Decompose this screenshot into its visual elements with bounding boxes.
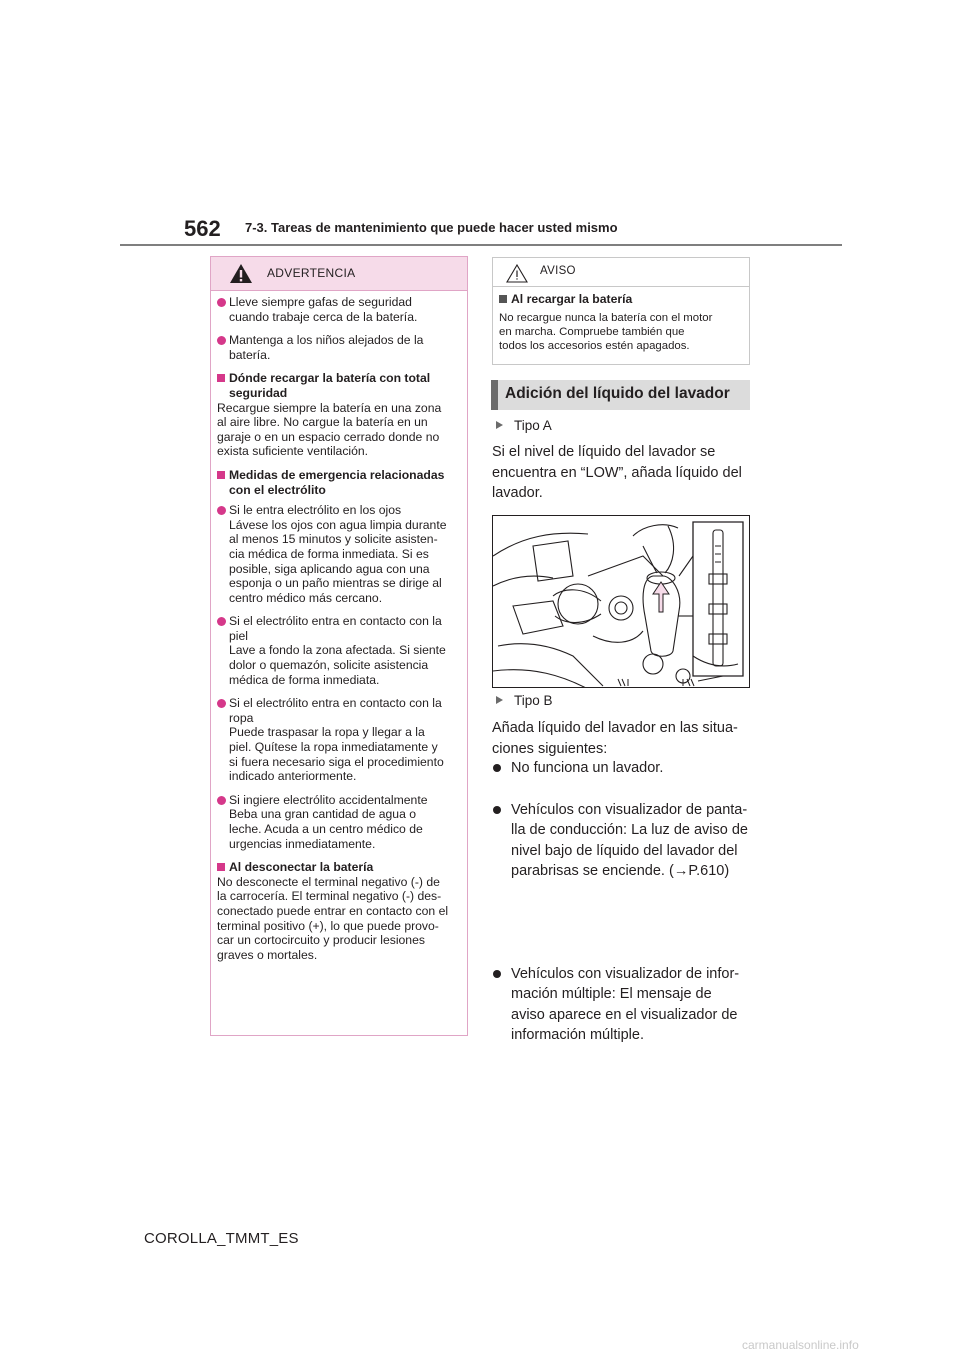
text-line: lla de conducción: La luz de aviso de <box>511 822 748 838</box>
text-line: Beba una gran cantidad de agua o <box>229 807 417 822</box>
warning-header <box>211 257 467 291</box>
text-line: Lleve siempre gafas de seguridad <box>229 295 412 309</box>
text-line: dolor o quemazón, solicite asistencia <box>229 658 429 673</box>
text-line: Añada líquido del lavador en las situa- <box>492 720 738 736</box>
text-line: urgencias inmediatamente. <box>229 836 376 851</box>
text-line: en marcha. Compruebe también que <box>499 325 685 338</box>
tipo-a-text: Tipo A <box>514 418 552 433</box>
bullet-dot-icon <box>493 970 501 978</box>
list-item <box>492 964 773 1046</box>
warning-subheading <box>217 371 461 400</box>
warning-subheading <box>217 468 461 497</box>
arrow-right-icon <box>496 421 503 429</box>
text-line: posible, siga aplicando agua con una <box>229 561 430 576</box>
notice-subheading <box>499 292 743 307</box>
square-bullet-icon <box>217 374 225 382</box>
text-line: información múltiple. <box>511 1027 644 1043</box>
tipo-a-label <box>496 418 552 433</box>
text-line: Lave a fondo la zona afectada. Si siente <box>229 643 446 658</box>
list-item <box>492 800 773 882</box>
text-line: lavador. <box>492 485 543 501</box>
warning-bullet-item <box>217 793 461 851</box>
warning-box <box>210 256 468 1036</box>
bullet-circle-icon <box>217 506 226 515</box>
text-line: cia médica de forma inmediata. Si es <box>229 546 429 561</box>
text-line: indicado anteriormente. <box>229 769 357 784</box>
text-line: si fuera necesario siga el procedimiento <box>229 754 444 769</box>
bullet-dot-icon <box>493 806 501 814</box>
section-heading <box>491 380 750 410</box>
text-line: mación múltiple: El mensaje de <box>511 986 712 1002</box>
warning-bullet-item <box>217 295 461 324</box>
text-line: terminal positivo (+), lo que puede provo- <box>217 918 439 933</box>
site-watermark: carmanualsonline.info <box>742 1338 859 1352</box>
text-line: graves o mortales. <box>217 947 318 962</box>
text-line: todos los accesorios estén apagados. <box>499 339 690 352</box>
text-line: parabrisas se enciende. (→P.610) <box>511 863 730 879</box>
notice-subheading-text: Al recargar la batería <box>511 292 633 306</box>
list-item <box>492 758 773 779</box>
text-line: con el electrólito <box>229 482 326 497</box>
text-line: al aire libre. No cargue la batería en un <box>217 415 428 430</box>
bullet-circle-icon <box>217 298 226 307</box>
text-line: Lávese los ojos con agua limpia durante <box>229 517 447 532</box>
bullet-circle-icon <box>217 699 226 708</box>
bullet-circle-icon <box>217 796 226 805</box>
text-line: Si ingiere electrólito accidentalmente <box>229 792 428 807</box>
bullet-circle-icon <box>217 336 226 345</box>
text-line: aviso aparece en el visualizador de <box>511 1006 738 1023</box>
heading-accent-bar <box>491 380 498 410</box>
warning-bullet-item <box>217 696 461 784</box>
text-line: No funciona un lavador. <box>511 760 664 776</box>
bullet-dot-icon <box>493 764 501 772</box>
notice-text <box>499 311 743 353</box>
warning-triangle-icon <box>229 263 253 284</box>
notice-box <box>492 257 750 365</box>
warning-paragraph <box>217 401 461 459</box>
text-line: No recargue nunca la batería con el motor <box>499 311 713 324</box>
text-line: Vehículos con visualizador de panta- <box>511 801 748 818</box>
section-heading-text: Adición del líquido del lavador <box>505 385 730 402</box>
text-line: Vehículos con visualizador de infor- <box>511 965 740 982</box>
bullet-circle-icon <box>217 617 226 626</box>
text-line: Medidas de emergencia relacionadas <box>229 467 445 482</box>
text-line: garaje o en un espacio cerrado donde no <box>217 429 440 444</box>
arrow-right-icon <box>496 696 503 704</box>
text-line: al menos 15 minutos y solicite asisten- <box>229 532 438 547</box>
text-line: No desconecte el terminal negativo (-) de <box>217 874 440 889</box>
text-line: exista suficiente ventilación. <box>217 444 369 459</box>
text-line: Al desconectar la batería <box>229 860 374 875</box>
manual-code-footer: COROLLA_TMMT_ES <box>144 1230 299 1247</box>
text-line: Dónde recargar la batería con total <box>229 371 431 386</box>
text-line: cuando trabaje cerca de la batería. <box>229 309 418 324</box>
washer-fluid-reservoir-illustration <box>492 515 750 688</box>
notice-body <box>499 292 743 362</box>
square-bullet-icon <box>217 863 225 871</box>
warning-body <box>217 295 461 971</box>
text-line: nivel bajo de líquido del lavador del <box>511 842 738 859</box>
warning-bullet-item <box>217 333 461 362</box>
text-line: la carrocería. El terminal negativo (-) des- <box>217 889 442 904</box>
tipo-b-label <box>496 693 553 708</box>
section-title: 7-3. Tareas de mantenimiento que puede hacer usted mismo <box>245 220 618 235</box>
header-divider <box>120 244 842 246</box>
text-line: piel <box>229 628 248 643</box>
text-line: Si el nivel de líquido del lavador se <box>492 444 716 460</box>
text-line: car un cortocircuito y producir lesiones <box>217 933 425 948</box>
text-line: esponja o un paño mientras se dirige al <box>229 576 442 591</box>
text-line: ciones siguientes: <box>492 740 608 757</box>
warning-paragraph <box>217 875 461 963</box>
text-line: leche. Acuda a un centro médico de <box>229 822 423 836</box>
text-line: batería. <box>229 347 271 362</box>
warning-bullet-item <box>217 503 461 605</box>
text-line: Recargue siempre la batería en una zona <box>217 400 442 415</box>
engine-bay-drawing <box>493 516 750 688</box>
square-bullet-icon <box>499 295 507 303</box>
tipo-a-paragraph <box>492 442 754 504</box>
notice-triangle-icon <box>506 264 528 283</box>
notice-title: AVISO <box>540 265 576 277</box>
warning-title: ADVERTENCIA <box>267 266 356 280</box>
page-number: 562 <box>184 216 221 241</box>
text-line: ropa <box>229 710 254 725</box>
text-line: Si el electrólito entra en contacto con la <box>229 696 442 711</box>
tipo-b-text: Tipo B <box>514 693 553 708</box>
text-line: piel. Quítese la ropa inmediatamente y <box>229 740 438 755</box>
text-line: centro médico más cercano. <box>229 590 383 605</box>
warning-bullet-item <box>217 614 461 687</box>
text-line: Puede traspasar la ropa y llegar a la <box>229 725 425 740</box>
text-line: seguridad <box>229 385 288 400</box>
text-line: conectado puede entrar en contacto con el <box>217 903 449 918</box>
square-bullet-icon <box>217 471 225 479</box>
warning-subheading <box>217 860 461 875</box>
notice-header <box>493 258 749 287</box>
text-line: Mantenga a los niños alejados de la <box>229 333 424 348</box>
text-line: Si el electrólito entra en contacto con la <box>229 614 442 629</box>
text-line: médica de forma inmediata. <box>229 672 380 687</box>
tipo-b-paragraph <box>492 718 754 759</box>
text-line: Si le entra electrólito en los ojos <box>229 503 402 518</box>
text-line: encuentra en “LOW”, añada líquido del <box>492 464 742 481</box>
